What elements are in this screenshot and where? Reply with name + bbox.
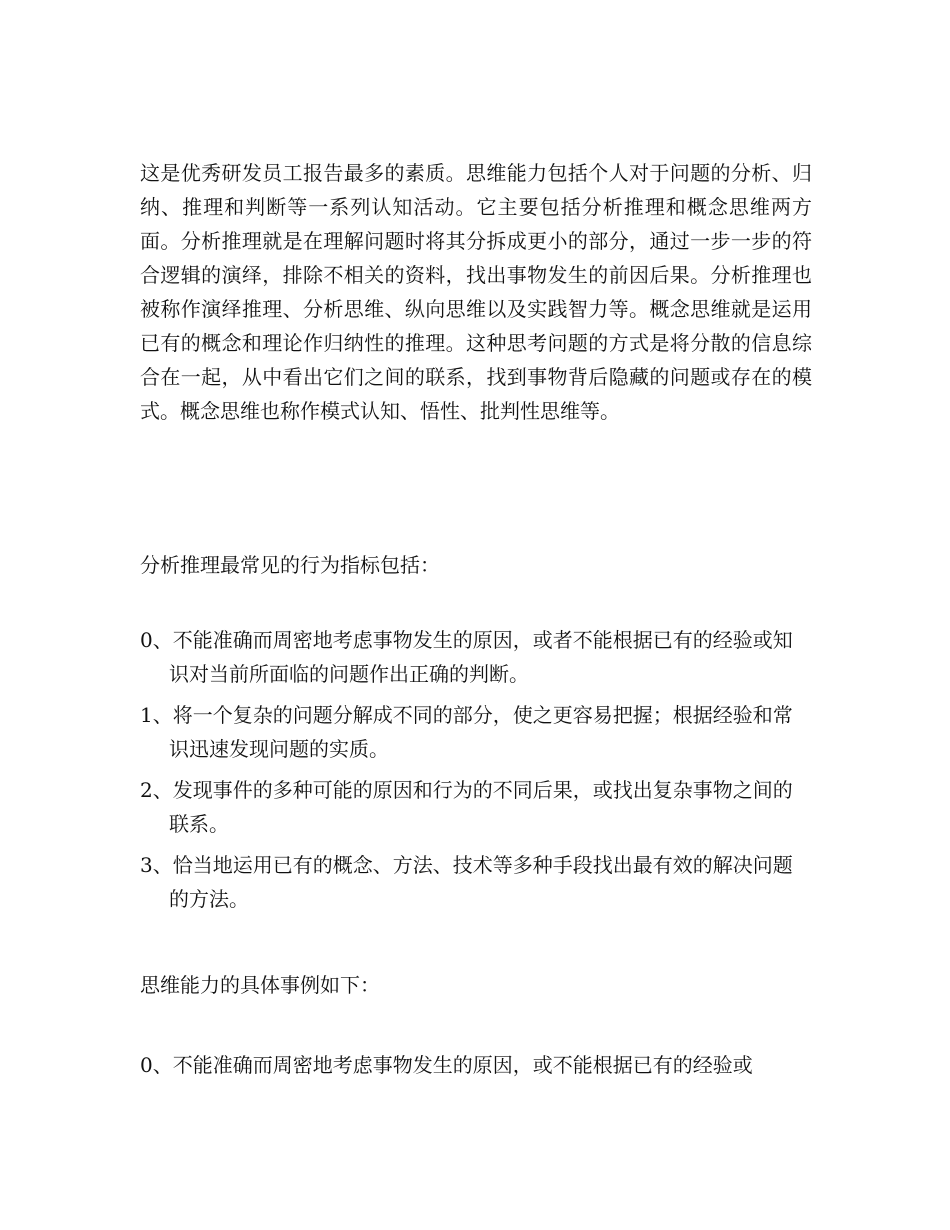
list-item: 2、发现事件的多种可能的原因和行为的不同后果，或找出复杂事物之间的联系。	[140, 778, 793, 836]
intro-paragraph: 这是优秀研发员工报告最多的素质。思维能力包括个人对于问题的分析、归纳、推理和判断等一系列认知活动。它主要包括分析推理和概念思维两方面。分析推理就是在理解问题时将其分拆成更小的部分，通过一步一步的符合逻辑的演绎，排除不相关的资料，找出事物发生的前因后果。分析推理也被称作演绎推理、分析思维、纵向思维以及实践智力等。概念思维就是运用已有的概念和理论作归纳性的推理。这种思考问题的方式是将分散的信息综合在一起，从中看出它们之间的联系，找到事物背后隐藏的问题或存在的模式。概念思维也称作模式认知、悟性、批判性思维等。	[140, 161, 812, 423]
thinking-example-list	[140, 1048, 812, 1089]
list-item: 0、不能准确而周密地考虑事物发生的原因，或不能根据已有的经验或	[140, 1053, 753, 1077]
list-item: 1、将一个复杂的问题分解成不同的部分，使之更容易把握；根据经验和常识迅速发现问题的实质。	[140, 703, 793, 761]
list-item: 3、恰当地运用已有的概念、方法、技术等多种手段找出最有效的解决问题的方法。	[140, 853, 793, 911]
analysis-indicator-list	[140, 623, 812, 923]
list-item: 0、不能准确而周密地考虑事物发生的原因，或者不能根据已有的经验或知识对当前所面临的问题作出正确的判断。	[140, 628, 793, 686]
section-heading-analysis-indicators: 分析推理最常见的行为指标包括：	[140, 553, 440, 577]
section-heading-thinking-examples: 思维能力的具体事例如下：	[140, 973, 380, 997]
